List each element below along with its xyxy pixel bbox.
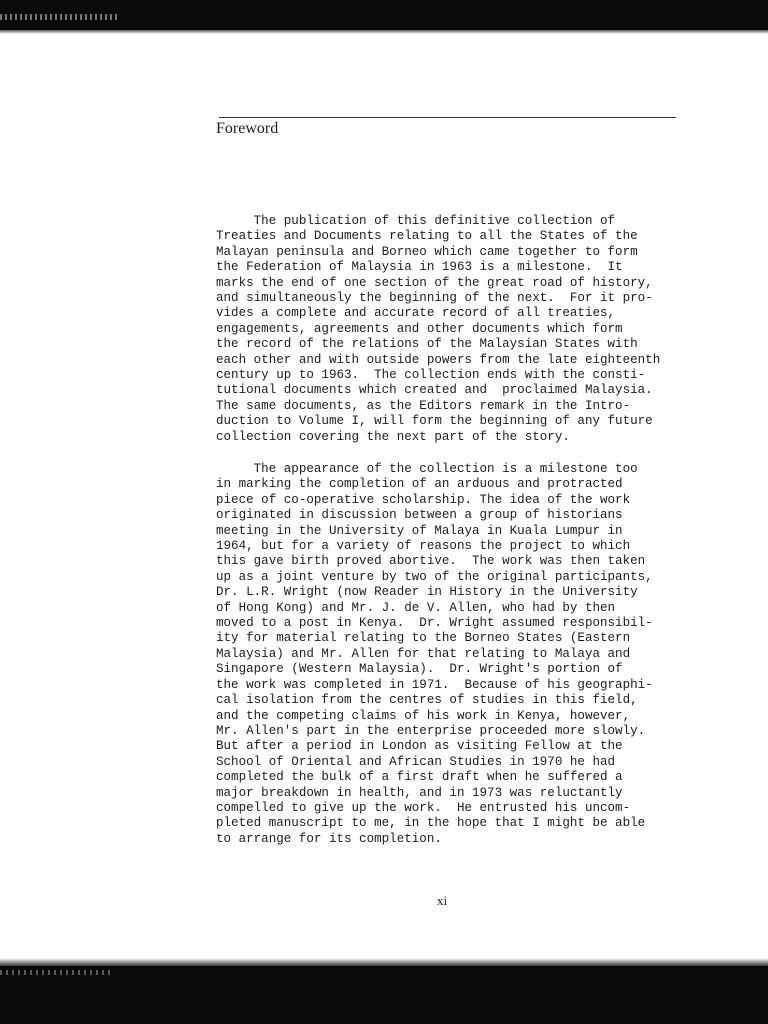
scan-border-top-shadow xyxy=(0,28,768,34)
scan-noise-top xyxy=(0,14,120,20)
page-number: xi xyxy=(437,893,448,908)
paragraph-1: The publication of this definitive collection of Treaties and Documents relating to all the States of the Malayan peninsula and Borneo which came together to form the Federation of Malaysia in 1963 is a milestone. It marks the end of one section of the great road of history, and simultaneously the beginning of the next. For it pro- vides a complete and accurate record of all treaties, engagements, agreements and other documents which form the record of the relations of the Malaysian States with each other and with outside powers from the late eighteenth century up to 1963. The collection ends with the consti- tutional documents which created and proclaimed Malaysia. The same documents, as the Editors remark in the Intro- duction to Volume I, will form the beginning of any future collection covering the next part of the story. xyxy=(216,214,661,444)
paragraph-2: The appearance of the collection is a milestone too in marking the completion of an arduous and protracted piece of co-operative scholarship. The idea of the work originated in discussion between a group of historians meeting in the University of Malaya in Kuala Lumpur in 1964, but for a variety of reasons the project to which this gave birth proved abortive. The work was then taken up as a joint venture by two of the original participants, Dr. L.R. Wright (now Reader in History in the University of Hong Kong) and Mr. J. de V. Allen, who had by then moved to a post in Kenya. Dr. Wright assumed responsibil- ity for material relating to the Borneo States (Eastern Malaysia) and Mr. Allen for that relating to Malaya and Singapore (Western Malaysia). Dr. Wright's portion of the work was completed in 1971. Because of his geographi- cal isolation from the centres of studies in this field, and the competing claims of his work in Kenya, however, Mr. Allen's part in the enterprise proceeded more slowly. But after a period in London as visiting Fellow at the School of Oriental and African Studies in 1970 he had completed the bulk of a first draft when he suffered a major breakdown in health, and in 1973 was reluctantly compelled to give up the work. He entrusted his uncom- pleted manuscript to me, in the hope that I might be able to arrange for its completion. xyxy=(216,462,653,846)
heading-rule xyxy=(219,117,676,118)
scan-border-bottom xyxy=(0,966,768,1024)
page-title: Foreword xyxy=(216,120,279,137)
scan-noise-bottom xyxy=(0,970,110,975)
